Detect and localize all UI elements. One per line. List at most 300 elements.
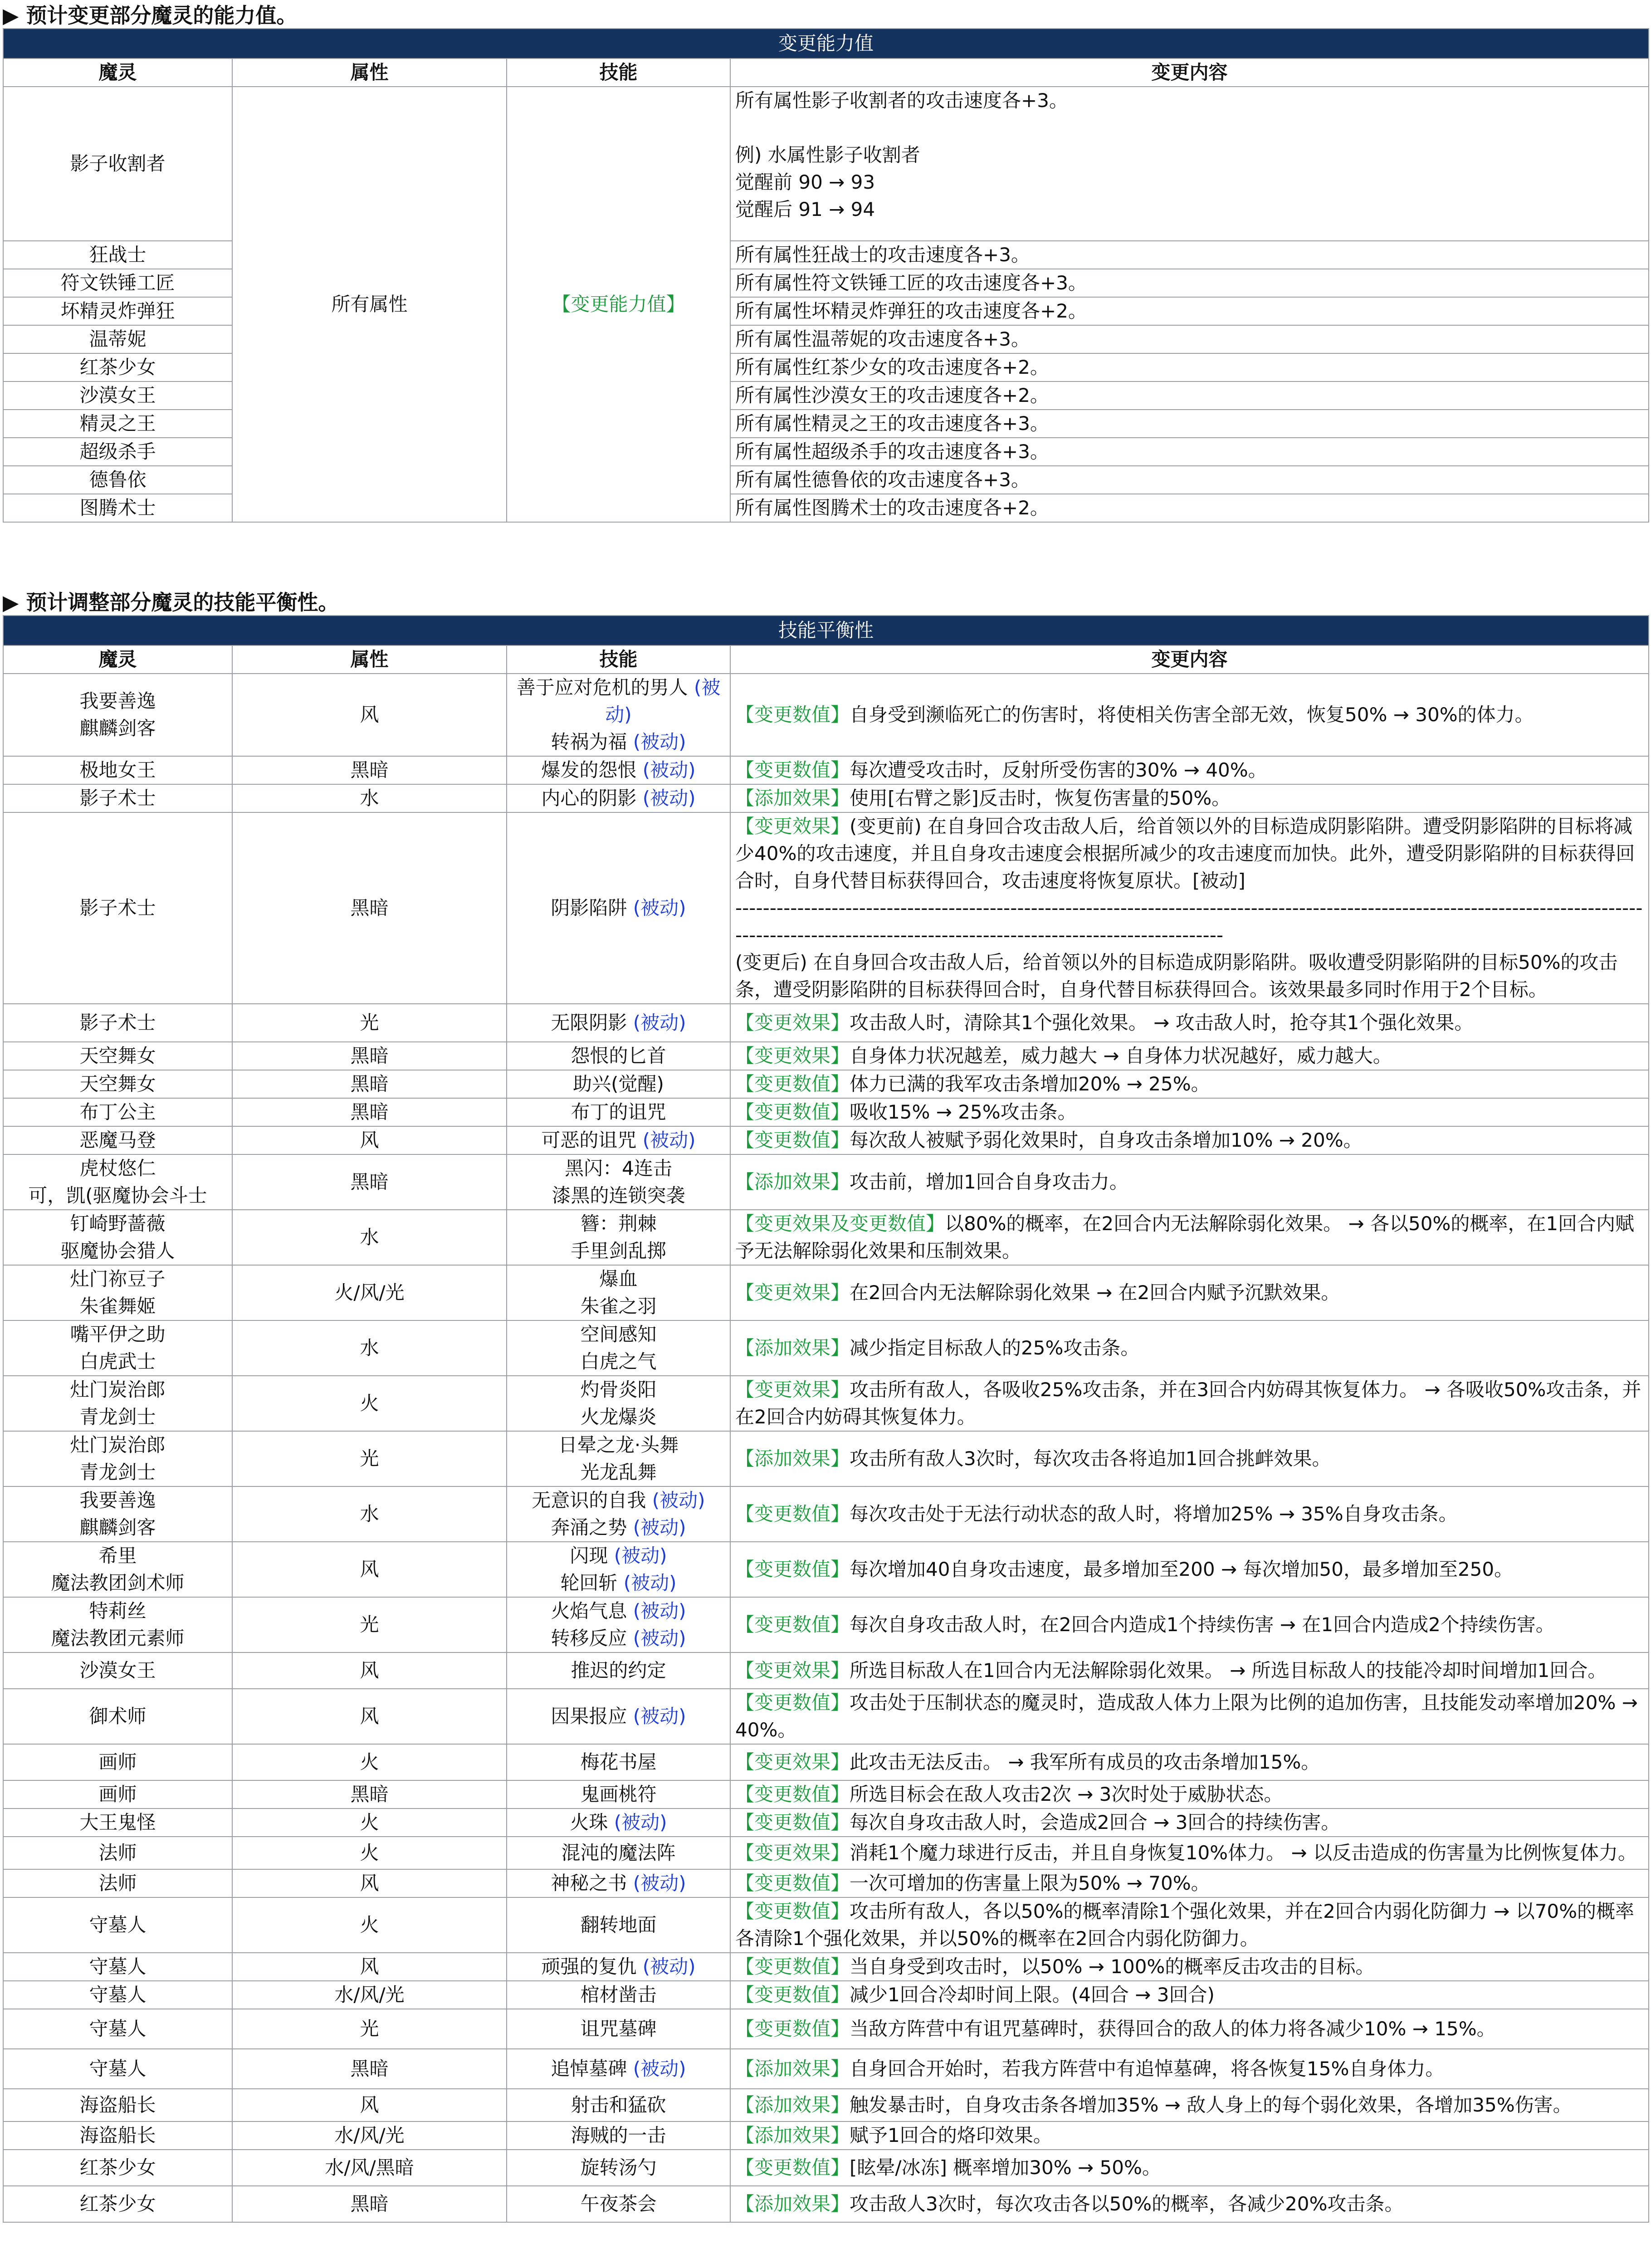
passive-tag: (被动) xyxy=(642,787,696,809)
table-row xyxy=(3,1652,1649,1689)
attribute-cell: 风 xyxy=(232,1126,507,1154)
skill-cell xyxy=(507,812,730,1004)
skill-name: 怨恨的匕首 xyxy=(571,1045,666,1067)
skill-line xyxy=(512,1293,725,1320)
table-row xyxy=(3,87,1649,241)
monster-name: 恶魔马登 xyxy=(3,1126,232,1154)
monster-name: 法师 xyxy=(3,1869,232,1897)
attribute-cell: 黑暗 xyxy=(232,756,507,784)
skill-cell xyxy=(507,1597,730,1652)
monster-name: 天空舞女 xyxy=(3,1042,232,1070)
change-type-tag: 【变更数值】 xyxy=(735,1984,850,2006)
attribute-cell: 火 xyxy=(232,1837,507,1869)
skill-name: 轮回斩 xyxy=(560,1572,618,1594)
table-row xyxy=(3,1486,1649,1542)
passive-tag: (被动) xyxy=(633,1705,686,1727)
table-row xyxy=(3,1431,1649,1486)
change-text: 消耗1个魔力球进行反击，并且自身恢复10%体力。 → 以反击造成的伤害量为比例恢复体力。 xyxy=(850,1842,1637,1864)
monster-name: 布丁公主 xyxy=(3,1098,232,1126)
skill-line xyxy=(512,1182,725,1209)
skill-name: 爆血 xyxy=(599,1268,638,1290)
table-row xyxy=(3,1837,1649,1869)
change-type-tag: 【变更数值】 xyxy=(735,1129,850,1151)
change-content xyxy=(730,1004,1649,1042)
monster-name: 图腾术士 xyxy=(3,494,232,522)
skill-cell: 【变更能力值】 xyxy=(507,87,730,522)
monster-name: 影子收割者 xyxy=(3,87,232,241)
section1-title: ▶ 预计变更部分魔灵的能力值。 xyxy=(3,3,298,28)
skill-line xyxy=(512,1266,725,1293)
attribute-cell: 风 xyxy=(232,1542,507,1597)
skill-name: 阴影陷阱 xyxy=(551,897,627,919)
skill-name: 追悼墓碑 xyxy=(551,2058,627,2080)
change-content: 所有属性沙漠女王的攻击速度各+2。 xyxy=(730,381,1649,410)
skill-name: 簪：荆棘 xyxy=(580,1212,657,1235)
skill-line xyxy=(512,2092,725,2119)
skill-line xyxy=(512,1703,725,1730)
passive-tag: (被动) xyxy=(614,1811,667,1833)
change-type-tag: 【变更数值】 xyxy=(735,2018,850,2040)
section-stat-change xyxy=(3,3,1648,523)
skill-cell xyxy=(507,2150,730,2186)
monster-name: 影子术士 xyxy=(3,784,232,812)
change-text: 自身体力状况越差，威力越大 → 自身体力状况越好，威力越大。 xyxy=(850,1045,1392,1067)
attribute-cell: 火/风/光 xyxy=(232,1265,507,1320)
change-type-tag: 【变更数值】 xyxy=(735,1073,850,1095)
skill-line xyxy=(512,674,725,728)
passive-tag: (被动) xyxy=(633,2058,686,2080)
change-content xyxy=(730,1070,1649,1098)
table-banner: 变更能力值 xyxy=(3,29,1649,59)
change-type-tag: 【添加效果】 xyxy=(735,1447,850,1470)
table-row xyxy=(3,1265,1649,1320)
attribute-cell: 黑暗 xyxy=(232,1154,507,1210)
monster-name: 海盗船长 xyxy=(3,2089,232,2121)
passive-tag: (被动) xyxy=(614,1545,667,1567)
change-text: [眩晕/冰冻] 概率增加30% → 50%。 xyxy=(850,2156,1161,2179)
attribute-cell: 黑暗 xyxy=(232,812,507,1004)
change-content xyxy=(730,1597,1649,1652)
table-row xyxy=(3,2186,1649,2222)
table-row xyxy=(3,1376,1649,1431)
skill-cell xyxy=(507,1689,730,1744)
change-text: 此攻击无法反击。 → 我军所有成员的攻击条增加15%。 xyxy=(850,1751,1320,1773)
change-type-tag: 【变更数值】 xyxy=(735,1558,850,1580)
monster-name: 红茶少女 xyxy=(3,2150,232,2186)
change-type-tag: 【变更数值】 xyxy=(735,759,850,781)
passive-tag: (被动) xyxy=(623,1572,677,1594)
change-content: 所有属性德鲁依的攻击速度各+3。 xyxy=(730,466,1649,494)
attribute-cell: 风 xyxy=(232,674,507,756)
change-content xyxy=(730,1431,1649,1486)
change-text: 赋予1回合的烙印效果。 xyxy=(850,2124,1052,2146)
change-content xyxy=(730,2150,1649,2186)
table-row xyxy=(3,784,1649,812)
skill-cell xyxy=(507,1320,730,1376)
monster-name: 守墓人 xyxy=(3,1981,232,2009)
skill-name: 无意识的自我 xyxy=(532,1489,646,1511)
change-text: 所选目标敌人在1回合内无法解除弱化效果。 → 所选目标敌人的技能冷却时间增加1回合。 xyxy=(850,1659,1607,1681)
change-content: 所有属性符文铁锤工匠的攻击速度各+3。 xyxy=(730,269,1649,297)
change-content: 所有属性红茶少女的攻击速度各+2。 xyxy=(730,353,1649,381)
change-type-tag: 【变更效果】 xyxy=(735,1012,850,1034)
skill-line xyxy=(512,1009,725,1036)
skill-name: 善于应对危机的男人 xyxy=(516,676,688,699)
change-type-tag: 【变更效果】 xyxy=(735,815,850,837)
monster-name: 影子术士 xyxy=(3,1004,232,1042)
attribute-cell: 黑暗 xyxy=(232,1780,507,1809)
monster-name: 守墓人 xyxy=(3,1953,232,1981)
skill-line xyxy=(512,1348,725,1375)
attribute-cell: 黑暗 xyxy=(232,1070,507,1098)
skill-line xyxy=(512,1870,725,1897)
change-content xyxy=(730,674,1649,756)
attribute-cell: 水/风/光 xyxy=(232,2121,507,2150)
change-content xyxy=(730,1542,1649,1597)
skill-name: 神秘之书 xyxy=(551,1872,627,1894)
skill-line xyxy=(512,1321,725,1348)
monster-name: 特莉丝 魔法教团元素师 xyxy=(3,1597,232,1652)
change-type-tag: 【变更数值】 xyxy=(735,1101,850,1123)
monster-name: 守墓人 xyxy=(3,2009,232,2049)
monster-name: 沙漠女王 xyxy=(3,1652,232,1689)
change-content xyxy=(730,1265,1649,1320)
change-content xyxy=(730,1376,1649,1431)
change-type-tag: 【添加效果】 xyxy=(735,1337,850,1359)
change-text: (变更前) 在自身回合攻击敌人后，给首领以外的目标造成阴影陷阱。遭受阴影陷阱的目标将减少40%的攻击速度，并且自身攻击速度会根据所减少的攻击速度而加快。此外，遭受阴影陷阱的目标获得回合时，自身代替目标获得回合，攻击速度将恢复原状。[被动] ----------------------------------------------------------------------------------------------------------------------------------------------------------------------------------------------------------- (变更后) 在自身回合攻击敌人后，给首领以外的目标造成阴影陷阱。吸收遭受阴影陷阱的目标50%的攻击条，遭受阴影陷阱的目标获得回合时，自身代替目标获得回合。该效果最多同时作用于2个目标。 xyxy=(735,815,1643,1001)
skill-name: 奔涌之势 xyxy=(551,1516,627,1539)
skill-cell xyxy=(507,1837,730,1869)
attribute-cell: 水 xyxy=(232,1210,507,1265)
monster-name: 守墓人 xyxy=(3,2049,232,2089)
attribute-cell: 风 xyxy=(232,1689,507,1744)
skill-name: 午夜茶会 xyxy=(580,2193,657,2215)
passive-tag: (被动) xyxy=(633,731,686,753)
attribute-cell: 黑暗 xyxy=(232,1042,507,1070)
table-banner: 技能平衡性 xyxy=(3,616,1649,645)
change-text: 触发暴击时，自身攻击条各增加35% → 敌人身上的每个弱化效果，各增加35%伤害。 xyxy=(850,2094,1572,2116)
change-text: 每次增加40自身攻击速度，最多增加至200 → 每次增加50，最多增加至250。 xyxy=(850,1558,1514,1580)
skill-line xyxy=(512,1210,725,1237)
change-text: 攻击所有敌人，各吸收25%攻击条，并在3回合内妨碍其恢复体力。 → 各吸收50%攻击条，并在2回合内妨碍其恢复体力。 xyxy=(735,1378,1641,1428)
table-row xyxy=(3,1154,1649,1210)
change-type-tag: 【变更数值】 xyxy=(735,1503,850,1525)
skill-line xyxy=(512,1953,725,1980)
stat-change-table xyxy=(3,28,1649,523)
skill-name: 旋转汤勺 xyxy=(580,2156,657,2179)
table-row xyxy=(3,1744,1649,1780)
skill-cell xyxy=(507,1809,730,1837)
skill-line xyxy=(512,1127,725,1154)
table-row xyxy=(3,1210,1649,1265)
change-type-tag: 【变更数值】 xyxy=(735,2156,850,2179)
skill-line xyxy=(512,1042,725,1070)
skill-line xyxy=(512,1459,725,1486)
change-content xyxy=(730,1837,1649,1869)
header-skill: 技能 xyxy=(507,645,730,674)
attribute-cell: 水 xyxy=(232,1320,507,1376)
skill-line xyxy=(512,1657,725,1684)
change-type-tag: 【添加效果】 xyxy=(735,2193,850,2215)
change-type-tag: 【添加效果】 xyxy=(735,2124,850,2146)
attribute-cell: 火 xyxy=(232,1809,507,1837)
skill-name: 射击和猛砍 xyxy=(571,2094,666,2116)
change-content xyxy=(730,2089,1649,2121)
skill-cell xyxy=(507,1042,730,1070)
skill-cell xyxy=(507,784,730,812)
change-content xyxy=(730,1320,1649,1376)
passive-tag: (被动) xyxy=(633,1516,686,1539)
change-type-tag: 【变更数值】 xyxy=(735,1955,850,1978)
skill-line xyxy=(512,2122,725,2149)
change-type-tag: 【变更效果】 xyxy=(735,1281,850,1304)
attribute-cell: 水/风/黑暗 xyxy=(232,2150,507,2186)
change-content xyxy=(730,1126,1649,1154)
monster-name: 我要善逸 麒麟剑客 xyxy=(3,1486,232,1542)
change-text: 减少1回合冷却时间上限。(4回合 → 3回合) xyxy=(850,1984,1215,2006)
skill-line xyxy=(512,1911,725,1939)
skill-line xyxy=(512,1569,725,1597)
change-type-tag: 【变更数值】 xyxy=(735,1691,850,1714)
change-type-tag: 【添加效果】 xyxy=(735,2094,850,2116)
skill-name: 鬼画桃符 xyxy=(580,1783,657,1805)
table-row xyxy=(3,1897,1649,1953)
skill-cell xyxy=(507,1953,730,1981)
monster-name: 灶门祢豆子 朱雀舞姬 xyxy=(3,1265,232,1320)
skill-cell xyxy=(507,1652,730,1689)
monster-name: 红茶少女 xyxy=(3,353,232,381)
change-text: 攻击所有敌人3次时，每次攻击各将追加1回合挑衅效果。 xyxy=(850,1447,1331,1470)
change-type-tag: 【变更数值】 xyxy=(735,1613,850,1636)
table-row xyxy=(3,674,1649,756)
change-text: 自身回合开始时，若我方阵营中有追悼墓碑，将各恢复15%自身体力。 xyxy=(850,2058,1445,2080)
change-type-tag: 【变更数值】 xyxy=(735,1783,850,1805)
change-content xyxy=(730,812,1649,1004)
skill-name: 布丁的诅咒 xyxy=(571,1101,666,1123)
skill-line xyxy=(512,1749,725,1776)
monster-name: 温蒂妮 xyxy=(3,325,232,353)
skill-cell xyxy=(507,1098,730,1126)
skill-line xyxy=(512,1155,725,1182)
table-row xyxy=(3,1098,1649,1126)
skill-cell xyxy=(507,1154,730,1210)
skill-line xyxy=(512,1781,725,1808)
change-content xyxy=(730,1869,1649,1897)
change-content xyxy=(730,1953,1649,1981)
table-row xyxy=(3,812,1649,1004)
monster-name: 沙漠女王 xyxy=(3,381,232,410)
attribute-cell: 黑暗 xyxy=(232,2049,507,2089)
change-content xyxy=(730,784,1649,812)
monster-name: 天空舞女 xyxy=(3,1070,232,1098)
skill-cell xyxy=(507,1431,730,1486)
skill-line xyxy=(512,2154,725,2181)
skill-name: 朱雀之羽 xyxy=(580,1295,657,1317)
table-row xyxy=(3,1780,1649,1809)
skill-line xyxy=(512,2055,725,2082)
table-row xyxy=(3,1809,1649,1837)
header-monster: 魔灵 xyxy=(3,59,232,87)
header-attribute: 属性 xyxy=(232,645,507,674)
passive-tag: (被动) xyxy=(633,1012,686,1034)
attribute-cell: 水/风/光 xyxy=(232,1981,507,2009)
passive-tag: (被动) xyxy=(652,1489,705,1511)
change-text: 每次自身攻击敌人时，会造成2回合 → 3回合的持续伤害。 xyxy=(850,1811,1340,1833)
monster-name: 超级杀手 xyxy=(3,438,232,466)
header-skill: 技能 xyxy=(507,59,730,87)
change-content: 所有属性精灵之王的攻击速度各+3。 xyxy=(730,410,1649,438)
table-row xyxy=(3,1042,1649,1070)
skill-cell xyxy=(507,1004,730,1042)
skill-name: 空间感知 xyxy=(580,1323,657,1345)
passive-tag: (被动) xyxy=(642,1129,696,1151)
attribute-cell: 光 xyxy=(232,1431,507,1486)
change-text: 攻击敌人3次时，每次攻击各以50%的概率，各减少20%攻击条。 xyxy=(850,2193,1404,2215)
monster-name: 灶门炭治郎 青龙剑士 xyxy=(3,1376,232,1431)
change-text: 自身受到濒临死亡的伤害时，将使相关伤害全部无效，恢复50% → 30%的体力。 xyxy=(850,704,1534,726)
change-text: 在2回合内无法解除弱化效果 → 在2回合内赋予沉默效果。 xyxy=(850,1281,1340,1304)
attribute-cell: 水 xyxy=(232,784,507,812)
skill-line xyxy=(512,1542,725,1569)
attribute-cell: 光 xyxy=(232,2009,507,2049)
skill-name: 梅花书屋 xyxy=(580,1751,657,1773)
skill-line xyxy=(512,1237,725,1265)
change-content xyxy=(730,1809,1649,1837)
skill-cell xyxy=(507,756,730,784)
skill-name: 助兴(觉醒) xyxy=(573,1073,664,1095)
skill-line xyxy=(512,1598,725,1625)
table-row xyxy=(3,1953,1649,1981)
header-monster: 魔灵 xyxy=(3,645,232,674)
change-text: 每次敌人被赋予弱化效果时，自身攻击条增加10% → 20%。 xyxy=(850,1129,1363,1151)
change-content: 所有属性图腾术士的攻击速度各+2。 xyxy=(730,494,1649,522)
change-type-tag: 【变更效果及变更数值】 xyxy=(735,1212,945,1235)
skill-name: 顽强的复仇 xyxy=(541,1955,637,1978)
skill-cell xyxy=(507,2121,730,2150)
skill-line xyxy=(512,1487,725,1514)
skill-name: 诅咒墓碑 xyxy=(580,2018,657,2040)
change-type-tag: 【变更效果】 xyxy=(735,1842,850,1864)
table-row xyxy=(3,2049,1649,2089)
change-content xyxy=(730,1744,1649,1780)
change-text: 攻击敌人时，清除其1个强化效果。 → 攻击敌人时，抢夺其1个强化效果。 xyxy=(850,1012,1474,1034)
change-text: 一次可增加的伤害量上限为50% → 70%。 xyxy=(850,1872,1210,1894)
skill-cell xyxy=(507,1486,730,1542)
skill-name: 无限阴影 xyxy=(551,1012,627,1034)
monster-name: 坏精灵炸弹狂 xyxy=(3,297,232,325)
monster-name: 御术师 xyxy=(3,1689,232,1744)
change-content: 所有属性温蒂妮的攻击速度各+3。 xyxy=(730,325,1649,353)
attribute-cell: 黑暗 xyxy=(232,2186,507,2222)
skill-cell xyxy=(507,1897,730,1953)
skill-line xyxy=(512,1376,725,1403)
change-text: 每次自身攻击敌人时，在2回合内造成1个持续伤害 → 在1回合内造成2个持续伤害。 xyxy=(850,1613,1555,1636)
change-content: 所有属性影子收割者的攻击速度各+3。 例) 水属性影子收割者 觉醒前 90 → 93 觉醒后 91 → 94 xyxy=(730,87,1649,241)
skill-name: 火珠 xyxy=(570,1811,608,1833)
skill-name: 闪现 xyxy=(570,1545,608,1567)
attribute-cell: 火 xyxy=(232,1897,507,1953)
table-row xyxy=(3,1869,1649,1897)
skill-line xyxy=(512,1514,725,1541)
change-type-tag: 【添加效果】 xyxy=(735,787,850,809)
change-content xyxy=(730,1652,1649,1689)
attribute-cell: 风 xyxy=(232,1869,507,1897)
skill-line xyxy=(512,1625,725,1652)
table-row xyxy=(3,2089,1649,2121)
monster-name: 海盗船长 xyxy=(3,2121,232,2150)
change-content xyxy=(730,1154,1649,1210)
monster-name: 精灵之王 xyxy=(3,410,232,438)
skill-line xyxy=(512,2015,725,2043)
skill-name: 光龙乱舞 xyxy=(580,1461,657,1483)
change-text: 攻击所有敌人，各以50%的概率清除1个强化效果，并在2回合内弱化防御力 → 以70%的概率各清除1个强化效果，并以50%的概率在2回合内弱化防御力。 xyxy=(735,1900,1635,1950)
skill-cell xyxy=(507,1981,730,2009)
change-text: 体力已满的我军攻击条增加20% → 25%。 xyxy=(850,1073,1210,1095)
table-row xyxy=(3,756,1649,784)
change-content xyxy=(730,1210,1649,1265)
skill-line xyxy=(512,1432,725,1459)
header-content: 变更内容 xyxy=(730,59,1649,87)
change-type-tag: 【变更效果】 xyxy=(735,1751,850,1773)
skill-name: 翻转地面 xyxy=(580,1914,657,1936)
change-content xyxy=(730,2186,1649,2222)
table-row xyxy=(3,1070,1649,1098)
attribute-cell: 火 xyxy=(232,1744,507,1780)
table-row xyxy=(3,2009,1649,2049)
monster-name: 大王鬼怪 xyxy=(3,1809,232,1837)
table-row xyxy=(3,2121,1649,2150)
change-content xyxy=(730,2121,1649,2150)
skill-name: 内心的阴影 xyxy=(541,787,637,809)
change-content xyxy=(730,1042,1649,1070)
skill-name: 推迟的约定 xyxy=(571,1659,666,1681)
header-content: 变更内容 xyxy=(730,645,1649,674)
change-type-tag: 【变更数值】 xyxy=(735,1872,850,1894)
skill-cell xyxy=(507,2089,730,2121)
skill-line xyxy=(512,1403,725,1431)
skill-name: 黑闪：4连击 xyxy=(565,1157,672,1179)
passive-tag: (被动) xyxy=(633,1600,686,1622)
table-row xyxy=(3,1542,1649,1597)
skill-cell xyxy=(507,2009,730,2049)
passive-tag: (被动) xyxy=(642,1955,696,1978)
monster-name: 希里 魔法教团剑术师 xyxy=(3,1542,232,1597)
change-content xyxy=(730,1897,1649,1953)
attribute-cell: 水 xyxy=(232,1486,507,1542)
skill-cell xyxy=(507,1869,730,1897)
change-text: 攻击处于压制状态的魔灵时，造成敌人体力上限为比例的追加伤害，且技能发动率增加20% → 40%。 xyxy=(735,1691,1638,1741)
skill-line xyxy=(512,1099,725,1126)
change-type-tag: 【变更效果】 xyxy=(735,1659,850,1681)
change-text: 所选目标会在敌人攻击2次 → 3次时处于威胁状态。 xyxy=(850,1783,1283,1805)
section-skill-balance xyxy=(3,590,1648,2223)
skill-balance-table xyxy=(3,615,1649,2223)
change-type-tag: 【变更效果】 xyxy=(735,1045,850,1067)
skill-line xyxy=(512,728,725,756)
change-text: 减少指定目标敌人的25%攻击条。 xyxy=(850,1337,1140,1359)
skill-name: 灼骨炎阳 xyxy=(580,1378,657,1401)
skill-cell xyxy=(507,1126,730,1154)
attribute-cell: 光 xyxy=(232,1004,507,1042)
change-text: 每次遭受攻击时，反射所受伤害的30% → 40%。 xyxy=(850,759,1267,781)
monster-name: 红茶少女 xyxy=(3,2186,232,2222)
change-content xyxy=(730,1486,1649,1542)
passive-tag: (被动) xyxy=(633,1872,686,1894)
table-row xyxy=(3,1597,1649,1652)
skill-name: 火焰气息 xyxy=(551,1600,627,1622)
monster-name: 影子术士 xyxy=(3,812,232,1004)
table-row xyxy=(3,1981,1649,2009)
